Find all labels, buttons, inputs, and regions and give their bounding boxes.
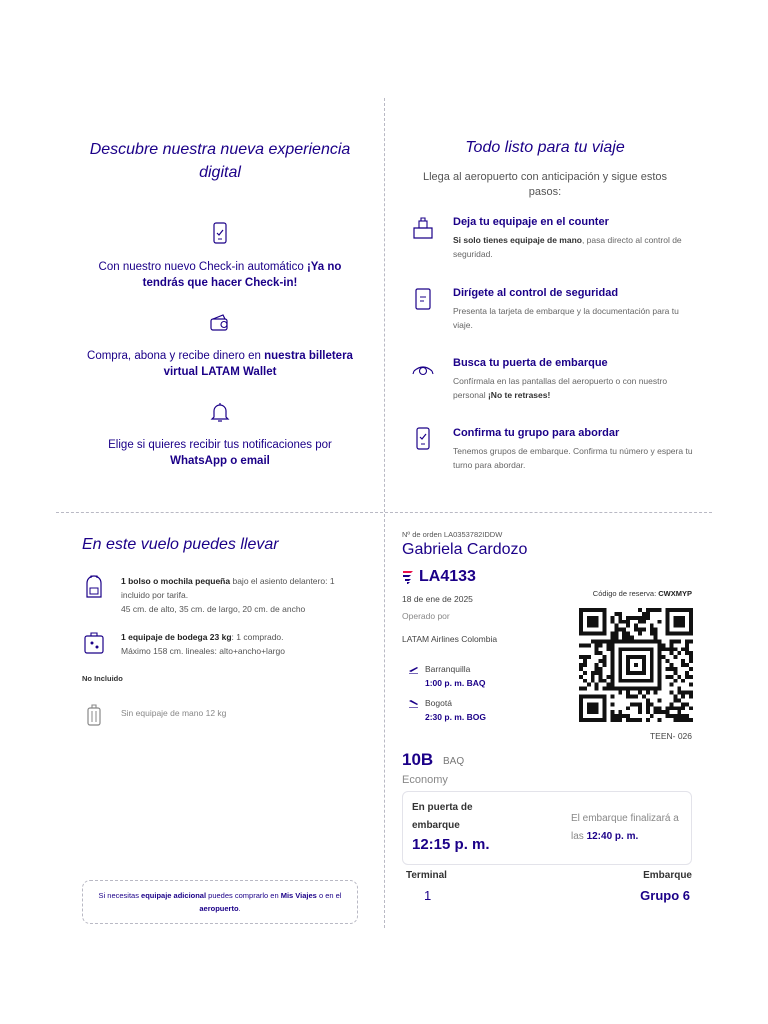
boarding-qr-code	[579, 605, 693, 725]
airport-link[interactable]: aeropuerto	[199, 904, 239, 913]
vertical-divider	[384, 98, 385, 928]
step-desc: Tenemos grupos de embarque. Confirma tu número y espera tu turno para abordar.	[453, 446, 693, 470]
checked-bag-icon	[82, 630, 106, 656]
latam-logo-icon	[402, 569, 416, 585]
terminal-value: 1	[424, 888, 432, 903]
seat-number: 10B	[402, 750, 434, 769]
ticket-reference: TEEN- 026	[649, 731, 692, 741]
ready-subtitle: Llega al aeropuerto con anticipación y sigue estos pasos:	[423, 171, 667, 198]
flight-number: LA4133	[402, 568, 476, 586]
gate-label: En puerta de embarque	[412, 802, 473, 831]
plane-gate-icon	[412, 357, 434, 381]
boarding-group-label: Embarque	[643, 870, 692, 881]
digital-item-checkin: Con nuestro nuevo Check-in automático ¡Ya no tendrás que hacer Check-in!	[98, 261, 342, 289]
security-document-icon	[412, 287, 434, 311]
gate-time: 12:15 p. m.	[412, 836, 490, 853]
baggage-text: 1 bolso o mochila pequeña bajo el asiento delantero: 1 incluido por tarifa. 45 cm. de alto, 35 cm. de largo, 20 cm. de ancho	[121, 576, 335, 614]
step-title: Dirígete al control de seguridad	[453, 287, 619, 299]
origin-time: 1:00 p. m. BAQ	[425, 678, 486, 688]
backpack-icon	[82, 574, 106, 600]
bell-icon	[209, 401, 231, 423]
boarding-group-value: Grupo 6	[640, 888, 690, 903]
my-trips-link[interactable]: Mis Viajes	[280, 891, 317, 900]
step-desc: Si solo tienes equipaje de mano, pasa directo al control de seguridad.	[453, 235, 682, 259]
takeoff-icon	[408, 664, 419, 674]
not-included-label: No Incluido	[82, 674, 123, 683]
cabin-class: Economy	[402, 774, 448, 786]
operated-by-label: Operado por	[402, 611, 450, 621]
ready-title: Todo listo para tu viaje	[465, 139, 625, 156]
baggage-title: En este vuelo puedes llevar	[82, 536, 279, 553]
step-desc: Presenta la tarjeta de embarque y la documentación para tu viaje.	[453, 306, 679, 330]
carry-on-icon	[82, 702, 106, 728]
flight-date: 18 de ene de 2025	[402, 594, 473, 604]
horizontal-divider	[56, 512, 712, 513]
landing-icon	[408, 698, 419, 708]
destination-city: Bogotá	[425, 698, 452, 708]
step-desc: Confírmala en las pantallas del aeropuerto o con nuestro personal ¡No te retrases!	[453, 376, 668, 400]
not-included-text: Sin equipaje de mano 12 kg	[121, 708, 227, 718]
operating-airline: LATAM Airlines Colombia	[402, 634, 498, 644]
phone-check-icon	[209, 222, 231, 244]
boarding-time-box	[402, 791, 692, 865]
step-title: Busca tu puerta de embarque	[453, 357, 608, 369]
wallet-icon	[209, 312, 231, 334]
passenger-name: Gabriela Cardozo	[402, 541, 528, 558]
boarding-end: El embarque finalizará a las 12:40 p. m.	[571, 813, 679, 842]
step-title: Confirma tu grupo para abordar	[453, 427, 620, 439]
digital-item-notifications: Elige si quieres recibir tus notificaciones por WhatsApp o email	[108, 439, 332, 467]
order-number: Nº de orden LA0353782IDDW	[402, 530, 503, 539]
digital-item-wallet: Compra, abona y recibe dinero en nuestra billetera virtual LATAM Wallet	[87, 350, 353, 378]
boarding-group-icon	[412, 427, 434, 451]
additional-baggage-link[interactable]: equipaje adicional	[141, 891, 207, 900]
additional-baggage-notice: Si necesitas equipaje adicional puedes comprarlo en Mis Viajes o en el aeropuerto.	[82, 880, 358, 924]
digital-title: Descubre nuestra nueva experiencia digital	[89, 141, 351, 181]
baggage-text: 1 equipaje de bodega 23 kg: 1 comprado. Máximo 158 cm. lineales: alto+ancho+largo	[121, 632, 285, 656]
seat-airport: BAQ	[443, 756, 465, 767]
luggage-counter-icon	[412, 216, 434, 240]
origin-city: Barranquilla	[425, 664, 471, 674]
terminal-label: Terminal	[406, 870, 447, 881]
reservation-code: Código de reserva: CWXMYP	[592, 589, 692, 598]
destination-time: 2:30 p. m. BOG	[425, 712, 486, 722]
step-title: Deja tu equipaje en el counter	[453, 216, 609, 228]
